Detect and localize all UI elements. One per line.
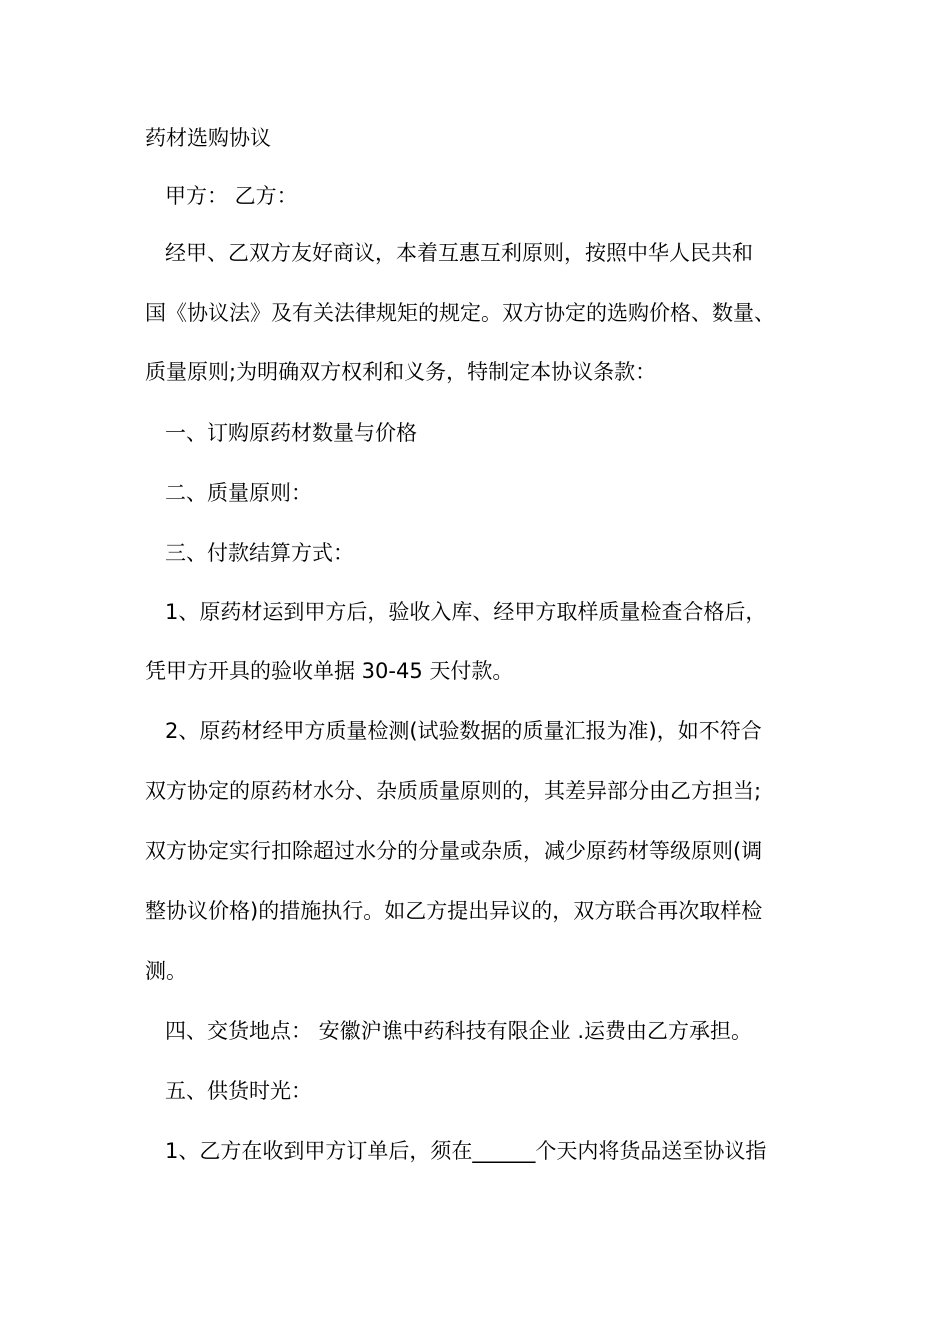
party-line: 甲方： 乙方： [165,184,298,208]
paragraph-line: 凭甲方开具的验收单据 30-45 天付款。 [145,659,514,683]
paragraph-line: 经甲、乙双方友好商议，本着互惠互利原则，按照中华人民共和 [165,241,753,265]
paragraph-line: 国《协议法》及有关法律规矩的规定。双方协定的选购价格、数量、 [145,301,775,325]
paragraph-line: 整协议价格)的措施执行。如乙方提出异议的，双方联合再次取样检 [145,899,763,923]
paragraph-line: 测。 [145,959,187,983]
document-title: 药材选购协议 [145,126,271,150]
paragraph-line: 1、乙方在收到甲方订单后，须在______个天内将货品送至协议指 [165,1139,767,1163]
paragraph-line: 2、原药材经甲方质量检测(试验数据的质量汇报为准)，如不符合 [165,719,762,743]
section-heading: 二、质量原则： [165,481,312,505]
section-heading: 一、订购原药材数量与价格 [165,421,417,445]
paragraph-line: 双方协定的原药材水分、杂质质量原则的，其差异部分由乙方担当; [145,779,762,803]
paragraph-line: 1、原药材运到甲方后，验收入库、经甲方取样质量检查合格后， [165,600,767,624]
section-heading: 五、供货时光： [165,1079,312,1103]
paragraph-line: 双方协定实行扣除超过水分的分量或杂质，减少原药材等级原则(调 [145,839,763,863]
section-heading: 三、付款结算方式： [165,541,354,565]
paragraph-line: 质量原则;为明确双方权利和义务，特制定本协议条款： [145,360,657,384]
section-heading: 四、交货地点： 安徽沪谯中药科技有限企业 .运费由乙方承担。 [165,1019,753,1043]
